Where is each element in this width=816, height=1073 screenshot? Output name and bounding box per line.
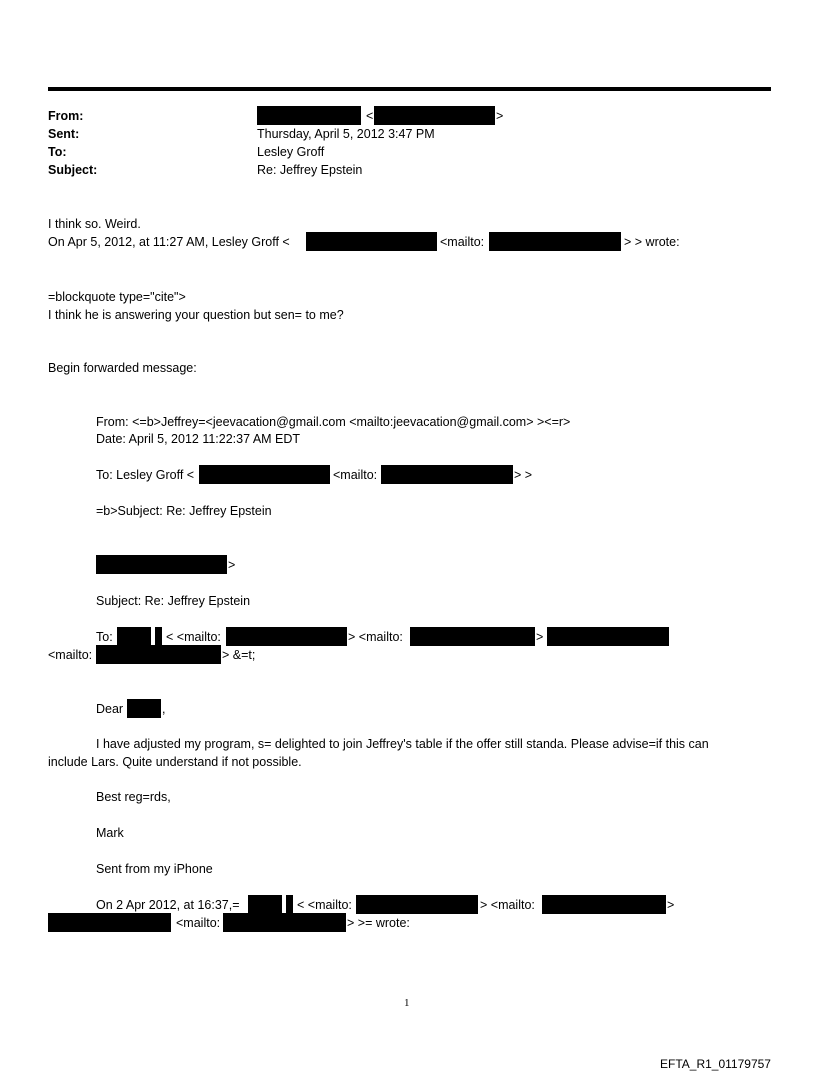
from-gt: > xyxy=(496,109,504,123)
redaction xyxy=(257,106,361,125)
fwd-subject: =b>Subject: Re: Jeffrey Epstein xyxy=(96,504,272,518)
to-label: To: xyxy=(48,145,67,159)
redaction xyxy=(248,895,282,914)
redaction xyxy=(127,699,161,718)
bates-number: EFTA_R1_01179757 xyxy=(660,1057,771,1071)
to2-line2-post: > &=t; xyxy=(222,648,256,662)
fwd-to-mailto: <mailto: xyxy=(333,468,378,482)
redaction xyxy=(356,895,478,914)
on2-line2-mailto: <mailto: xyxy=(176,916,221,930)
redacted-line-gt: > xyxy=(228,558,236,572)
on2-wrote: > >= wrote: xyxy=(347,916,410,930)
fwd-to-pre: To: Lesley Groff < xyxy=(96,468,195,482)
redaction xyxy=(306,232,437,251)
subject-label: Subject: xyxy=(48,163,98,177)
redaction xyxy=(410,627,535,646)
fwd-date: Date: April 5, 2012 11:22:37 AM EDT xyxy=(96,432,301,446)
subject-2: Subject: Re: Jeffrey Epstein xyxy=(96,594,251,608)
redaction xyxy=(226,627,347,646)
blockquote-marker: =blockquote type="cite"> xyxy=(48,290,186,304)
on2-pre: On 2 Apr 2012, at 16:37,= xyxy=(96,898,240,912)
redaction xyxy=(155,627,162,646)
redaction xyxy=(547,627,669,646)
sent-from: Sent from my iPhone xyxy=(96,862,213,876)
page-number: 1 xyxy=(404,997,410,1009)
paragraph-line-1: I have adjusted my program, s= delighted to join Jeffrey's table if the offer still standa. Please advise=if this can xyxy=(96,737,709,751)
to2-mailto-b: > <mailto: xyxy=(348,630,403,644)
on2-mailto-a: < <mailto: xyxy=(297,898,352,912)
redaction xyxy=(48,913,171,932)
sent-label: Sent: xyxy=(48,127,80,141)
reply-text: I think so. Weird. xyxy=(48,217,141,231)
redaction xyxy=(96,645,221,664)
redaction xyxy=(117,627,151,646)
header-rule xyxy=(48,87,771,91)
from-label: From: xyxy=(48,109,84,123)
from-lt: < xyxy=(366,109,374,123)
redaction xyxy=(381,465,513,484)
groff-message: I think he is answering your question but sen= to me? xyxy=(48,308,344,322)
redaction xyxy=(542,895,666,914)
sent-value: Thursday, April 5, 2012 3:47 PM xyxy=(257,127,435,141)
on-line-pre: On Apr 5, 2012, at 11:27 AM, Lesley Groff < xyxy=(48,235,290,249)
redaction xyxy=(374,106,495,125)
begin-forwarded: Begin forwarded message: xyxy=(48,361,197,375)
to2-label: To: xyxy=(96,630,113,644)
regards: Best reg=rds, xyxy=(96,790,171,804)
to2-mailto-a: < <mailto: xyxy=(166,630,221,644)
fwd-to-post: > > xyxy=(514,468,533,482)
to-value: Lesley Groff xyxy=(257,145,325,159)
dear-comma: , xyxy=(162,702,166,716)
redaction xyxy=(96,555,227,574)
on2-mailto-b: > <mailto: xyxy=(480,898,535,912)
redaction xyxy=(489,232,621,251)
on-line-wrote: > > wrote: xyxy=(624,235,680,249)
subject-value: Re: Jeffrey Epstein xyxy=(257,163,363,177)
paragraph-line-2: include Lars. Quite understand if not possible. xyxy=(48,755,302,769)
redaction xyxy=(223,913,346,932)
on-line-mailto: <mailto: xyxy=(440,235,485,249)
to2-line2-mailto: <mailto: xyxy=(48,648,93,662)
signature: Mark xyxy=(96,826,124,840)
on2-gt: > xyxy=(667,898,675,912)
fwd-from: From: <=b>Jeffrey=<jeevacation@gmail.com <mailto:jeevacation@gmail.com> ><=r> xyxy=(96,415,571,429)
redaction xyxy=(199,465,330,484)
to2-gt: > xyxy=(536,630,544,644)
dear: Dear xyxy=(96,702,124,716)
redaction xyxy=(286,895,293,914)
